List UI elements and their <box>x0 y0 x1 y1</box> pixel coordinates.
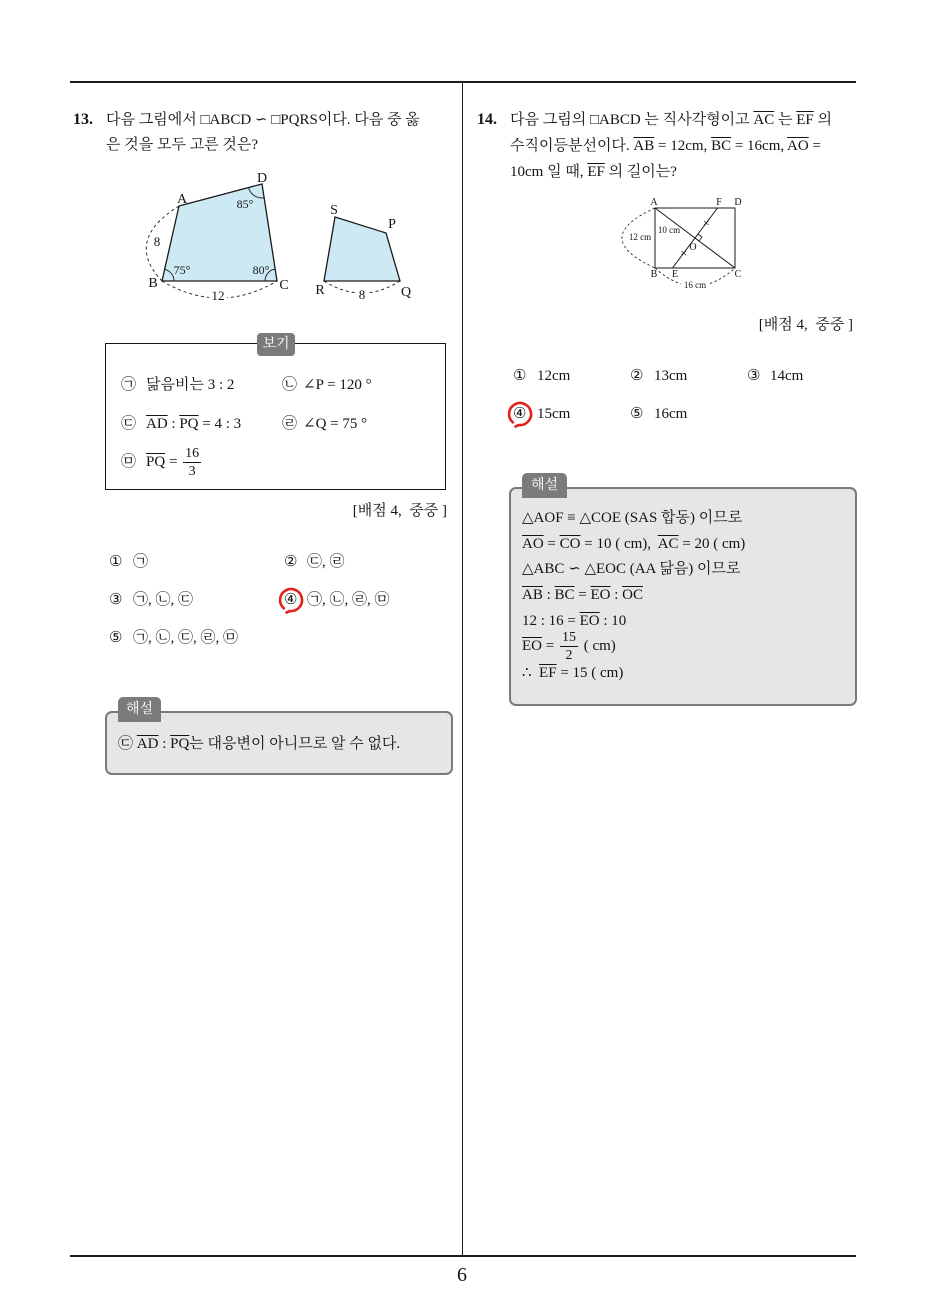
segment-ad: $\overline{AD}$ <box>146 416 168 432</box>
segment-text: 다음 그림의 □ABCD 는 직사각형이고 <box>510 112 754 128</box>
vertex-label-d: D <box>734 197 742 208</box>
segment-eo: $\overline{EO}$ <box>522 638 542 654</box>
segment-text: = 20 ( cm) <box>678 536 746 552</box>
segment-text: : 10 <box>599 613 627 629</box>
top-rule <box>70 81 856 83</box>
segment-text: : <box>158 736 171 752</box>
fraction <box>183 447 201 479</box>
q14-number: 14. <box>477 111 497 128</box>
segment-text: : <box>542 587 555 603</box>
segment-text: = <box>808 138 821 154</box>
segment-text: 는 대응변이 아니므로 알 수 없다. <box>189 736 401 752</box>
angle-label-b: 75° <box>173 263 191 277</box>
vertex-label-s: S <box>330 203 338 218</box>
bottom-rule <box>70 1255 856 1257</box>
vertex-label-c: C <box>734 269 742 280</box>
fraction-numerator: 16 <box>185 445 200 461</box>
segment-eo: $\overline{EO}$ <box>590 587 611 603</box>
segment-text: : <box>167 416 180 432</box>
q14-choice-2-text: 13cm <box>654 368 688 384</box>
segment-text: 의 <box>813 112 832 128</box>
segment-text: = 12cm, <box>654 138 712 154</box>
vertex-label-b: B <box>148 276 158 291</box>
bogi-item-2-text: ∠P = 120 ° <box>303 377 372 393</box>
segment-ef-line <box>673 208 718 268</box>
fraction-denominator: 3 <box>188 463 196 479</box>
answer-circle-stroke <box>509 403 531 426</box>
segment-ad: $\overline{AD}$ <box>136 736 159 752</box>
explanation-mark: ㉢ <box>118 736 134 752</box>
q13-choice-1-text: ㉠ <box>133 554 149 570</box>
segment-pq: $\overline{PQ}$ <box>170 736 190 752</box>
vertex-label-r: R <box>315 283 325 298</box>
q14-explanation-line-7 <box>522 663 623 683</box>
q14-explanation-title: 해설 <box>522 473 567 498</box>
q13-score: [배점 4, 중중 ] <box>352 503 447 519</box>
segment-text: = <box>574 587 591 603</box>
q14-choice-3-text: 14cm <box>770 368 804 384</box>
q14-explanation-line-6 <box>522 630 616 663</box>
segment-text: = <box>542 638 558 654</box>
q13-number: 13. <box>73 111 93 128</box>
q14-choice-1-text: 12cm <box>537 368 571 384</box>
answer-circle-stroke <box>280 589 302 612</box>
vertex-label-e: E <box>671 269 679 280</box>
q14-choice-5-number: ⑤ <box>630 406 644 422</box>
segment-bc: $\overline{BC}$ <box>711 138 732 154</box>
q13-choice-1-number: ① <box>109 554 123 570</box>
segment-text: 12 : 16 = <box>522 613 580 629</box>
bogi-item-4-mark: ㉣ <box>282 416 298 432</box>
q14-explanation-line-4 <box>522 585 643 605</box>
q13-choice-4-number: ④ <box>284 592 298 608</box>
bogi-item-1-mark: ㉠ <box>121 377 137 393</box>
q13-figure <box>130 160 425 305</box>
segment-pq: $\overline{PQ}$ <box>179 416 199 432</box>
bogi-item-5-mark: ㉤ <box>121 454 137 470</box>
segment-eo: $\overline{EO}$ <box>579 613 600 629</box>
q14-explanation-line-5 <box>522 611 626 631</box>
q13-choice-5-text: ㉠, ㉡, ㉢, ㉣, ㉤ <box>133 630 239 646</box>
segment-text: 의 길이는? <box>604 164 677 180</box>
segment-ef: $\overline{EF}$ <box>587 164 605 180</box>
vertex-label-a: A <box>650 197 658 208</box>
segment-ac: $\overline{AC}$ <box>753 112 775 128</box>
segment-text: = 16cm, <box>731 138 788 154</box>
vertex-label-p: P <box>388 217 396 232</box>
bogi-item-1-text: 닮음비는 3 : 2 <box>146 377 235 393</box>
q13-choice-3-number: ③ <box>109 592 123 608</box>
page-number: 6 <box>457 1264 467 1286</box>
unit-text: ( cm) <box>579 638 616 654</box>
segment-ab: $\overline{AB}$ <box>522 587 543 603</box>
vertex-label-a: A <box>176 192 188 207</box>
q13-stem-line-1: 다음 그림에서 □ABCD ∽ □PQRS이다. 다음 중 옳 <box>106 112 420 128</box>
q13-explanation-text <box>118 734 400 754</box>
segment-text: = 10 ( cm), <box>580 536 658 552</box>
point-label-o: O <box>689 242 697 253</box>
answer-circle-mark <box>506 400 534 428</box>
vertex-label-q: Q <box>400 285 412 300</box>
length-label-rq: 8 <box>358 287 366 302</box>
q14-choice-4-text: 15cm <box>537 406 571 422</box>
segment-text: : <box>610 587 623 603</box>
equal-tick-of <box>704 221 709 225</box>
segment-pq: $\overline{PQ}$ <box>146 454 166 470</box>
segment-ef: $\overline{EF}$ <box>796 112 814 128</box>
segment-text: = 15 ( cm) <box>556 665 624 681</box>
q14-explanation-line-3: △ABC ∽ △EOC (AA 닮음) 이므로 <box>522 561 741 577</box>
segment-ef: $\overline{EF}$ <box>539 665 557 681</box>
segment-co: $\overline{CO}$ <box>559 536 581 552</box>
length-label-ab: 8 <box>153 234 161 249</box>
segment-text: = 4 : 3 <box>198 416 242 432</box>
q14-figure <box>612 192 747 294</box>
fraction <box>560 631 578 663</box>
bogi-title: 보기 <box>257 333 295 356</box>
q14-stem-line-3 <box>510 162 677 182</box>
q14-choice-4-number: ④ <box>513 406 527 422</box>
bogi-item-2-mark: ㉡ <box>282 377 298 393</box>
q13-stem-line-2: 은 것을 모두 고른 것은? <box>106 137 259 153</box>
vertex-label-b: B <box>650 269 658 280</box>
column-divider <box>462 82 464 1257</box>
answer-circle-mark <box>277 586 305 614</box>
segment-ab: $\overline{AB}$ <box>633 138 655 154</box>
q13-choice-4-text: ㉠, ㉡, ㉣, ㉤ <box>307 592 390 608</box>
fraction-numerator: 15 <box>561 629 576 645</box>
q14-choice-3-number: ③ <box>747 368 761 384</box>
segment-text: 10cm 일 때, <box>510 164 588 180</box>
fraction-denominator: 2 <box>565 647 573 663</box>
bogi-item-4-text: ∠Q = 75 ° <box>303 416 368 432</box>
angle-label-d: 85° <box>236 197 254 211</box>
bogi-item-5-text <box>146 446 203 479</box>
segment-text: 수직이등분선이다. <box>510 138 634 154</box>
segment-text: = <box>165 454 182 470</box>
segment-oc: $\overline{OC}$ <box>622 587 644 603</box>
angle-label-c: 80° <box>252 263 270 277</box>
segment-bc: $\overline{BC}$ <box>554 587 575 603</box>
segment-text: = <box>543 536 560 552</box>
length-label-ao: 10 cm <box>657 225 681 235</box>
q14-stem-line-2 <box>510 136 821 156</box>
segment-ao: $\overline{AO}$ <box>522 536 544 552</box>
bogi-item-3-text <box>146 414 241 434</box>
right-angle-mark <box>698 234 702 241</box>
therefore-symbol: ∴ <box>522 665 540 681</box>
q14-choice-1-number: ① <box>513 368 527 384</box>
q13-choice-3-text: ㉠, ㉡, ㉢ <box>133 592 194 608</box>
equal-tick-oe <box>682 251 687 255</box>
q14-choice-2-number: ② <box>630 368 644 384</box>
q14-choice-5-text: 16cm <box>654 406 688 422</box>
q13-choice-5-number: ⑤ <box>109 630 123 646</box>
segment-ao: $\overline{AO}$ <box>787 138 809 154</box>
q14-score: [배점 4, 중중 ] <box>758 317 853 333</box>
bogi-item-3-mark: ㉢ <box>121 416 137 432</box>
q14-explanation-line-1: △AOF ≡ △COE (SAS 합동) 이므로 <box>522 510 743 526</box>
q14-stem-line-1 <box>510 110 832 130</box>
length-label-bc: 12 <box>211 288 225 303</box>
length-label-ab: 12 cm <box>628 232 652 242</box>
q13-choice-2-text: ㉢, ㉣ <box>307 554 345 570</box>
q14-explanation-line-2 <box>522 534 745 554</box>
q13-explanation-title: 해설 <box>118 697 161 722</box>
q13-choice-2-number: ② <box>284 554 298 570</box>
segment-text: 는 <box>774 112 797 128</box>
vertex-label-c: C <box>279 278 289 293</box>
vertex-label-f: F <box>716 197 722 208</box>
segment-ac: $\overline{AC}$ <box>657 536 679 552</box>
vertex-label-d: D <box>256 171 268 186</box>
length-label-bc: 16 cm <box>683 280 707 290</box>
